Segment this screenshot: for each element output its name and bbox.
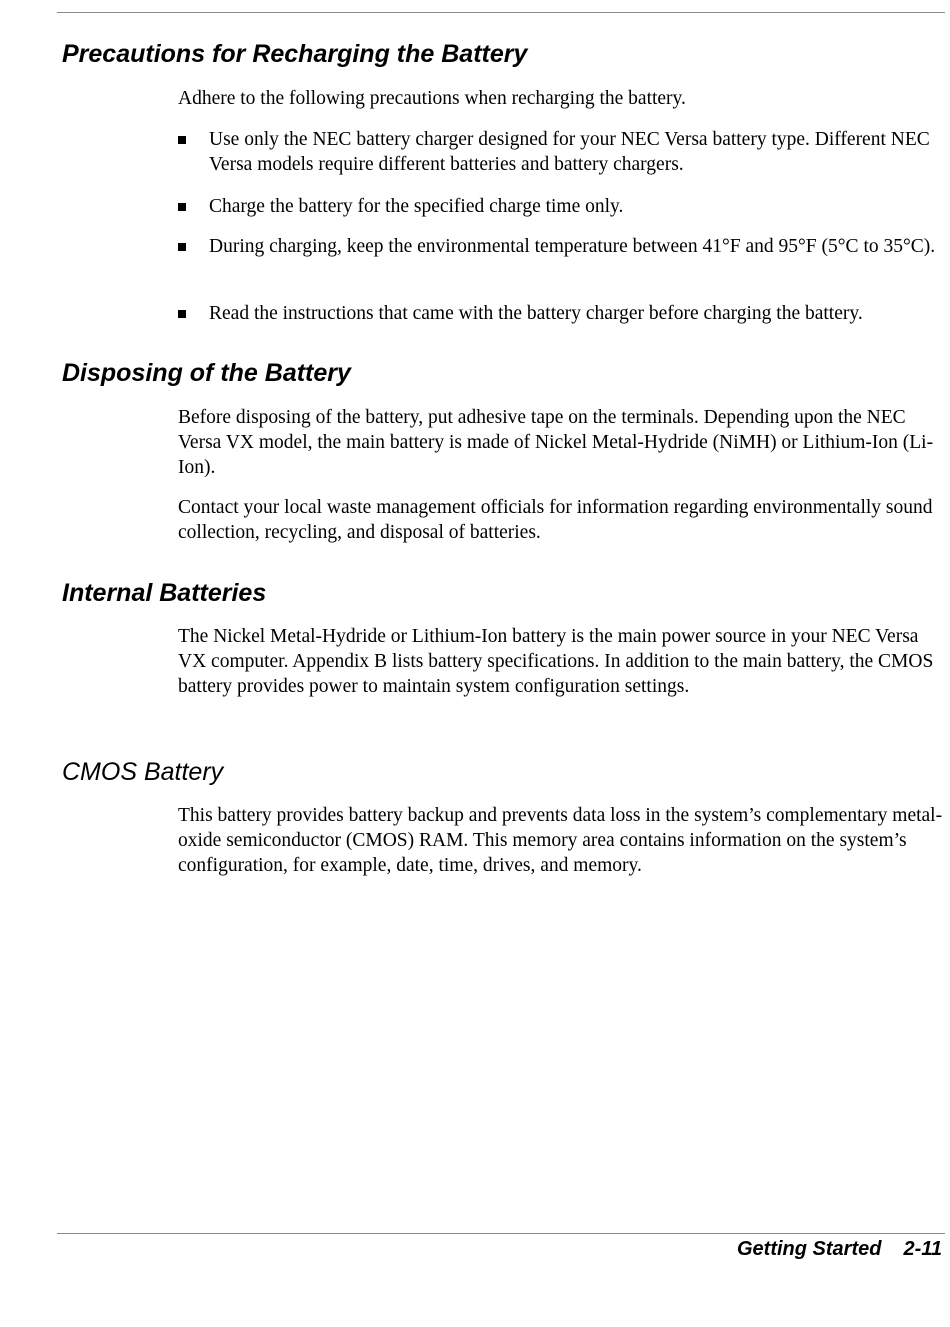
square-bullet-icon bbox=[178, 203, 186, 211]
footer-chapter-title: Getting Started bbox=[737, 1238, 882, 1260]
square-bullet-icon bbox=[178, 310, 186, 318]
list-item bbox=[178, 194, 946, 219]
precautions-intro: Adhere to the following precautions when recharging the battery. bbox=[178, 88, 686, 109]
list-item bbox=[178, 127, 946, 177]
disposing-paragraph: Before disposing of the battery, put adhesive tape on the terminals. Depending upon the NEC Versa VX model, the main battery is made of Nickel Metal-Hydride (NiMH) or Lithium-Ion (Li-Ion). bbox=[178, 407, 934, 478]
list-item-text: Use only the NEC battery charger designed for your NEC Versa battery type. Different NEC Versa models require different batteries and battery chargers. bbox=[209, 129, 930, 175]
list-item-text: During charging, keep the environmental temperature between 41°F and 95°F (5°C to 35°C). bbox=[209, 236, 936, 257]
disposing-paragraph: Contact your local waste management officials for information regarding environmentally sound collection, recycling, and disposal of batteries. bbox=[178, 497, 933, 543]
list-item-text: Charge the battery for the specified charge time only. bbox=[209, 196, 624, 217]
footer-page-number: 2-11 bbox=[903, 1238, 942, 1260]
list-item-text: Read the instructions that came with the battery charger before charging the battery. bbox=[209, 303, 863, 324]
internal-batteries-paragraph: The Nickel Metal-Hydride or Lithium-Ion battery is the main power source in your NEC Versa VX computer. Appendix B lists battery specifications. In addition to the main battery, the CMOS battery provides power to maintain system configuration settings. bbox=[178, 626, 934, 697]
bottom-rule bbox=[57, 1233, 945, 1234]
cmos-battery-paragraph: This battery provides battery backup and prevents data loss in the system’s complementary metal-oxide semiconductor (CMOS) RAM. This memory area contains information on the system’s configuration, for example, date, time, drives, and memory. bbox=[178, 805, 943, 876]
heading-cmos-battery: CMOS Battery bbox=[62, 758, 224, 786]
page-footer bbox=[737, 1236, 942, 1262]
heading-disposing: Disposing of the Battery bbox=[62, 359, 351, 387]
list-item bbox=[178, 234, 946, 259]
square-bullet-icon bbox=[178, 136, 186, 144]
top-rule bbox=[57, 12, 945, 13]
heading-precautions: Precautions for Recharging the Battery bbox=[62, 40, 528, 68]
square-bullet-icon bbox=[178, 243, 186, 251]
list-item bbox=[178, 301, 946, 326]
heading-internal-batteries: Internal Batteries bbox=[62, 579, 267, 607]
